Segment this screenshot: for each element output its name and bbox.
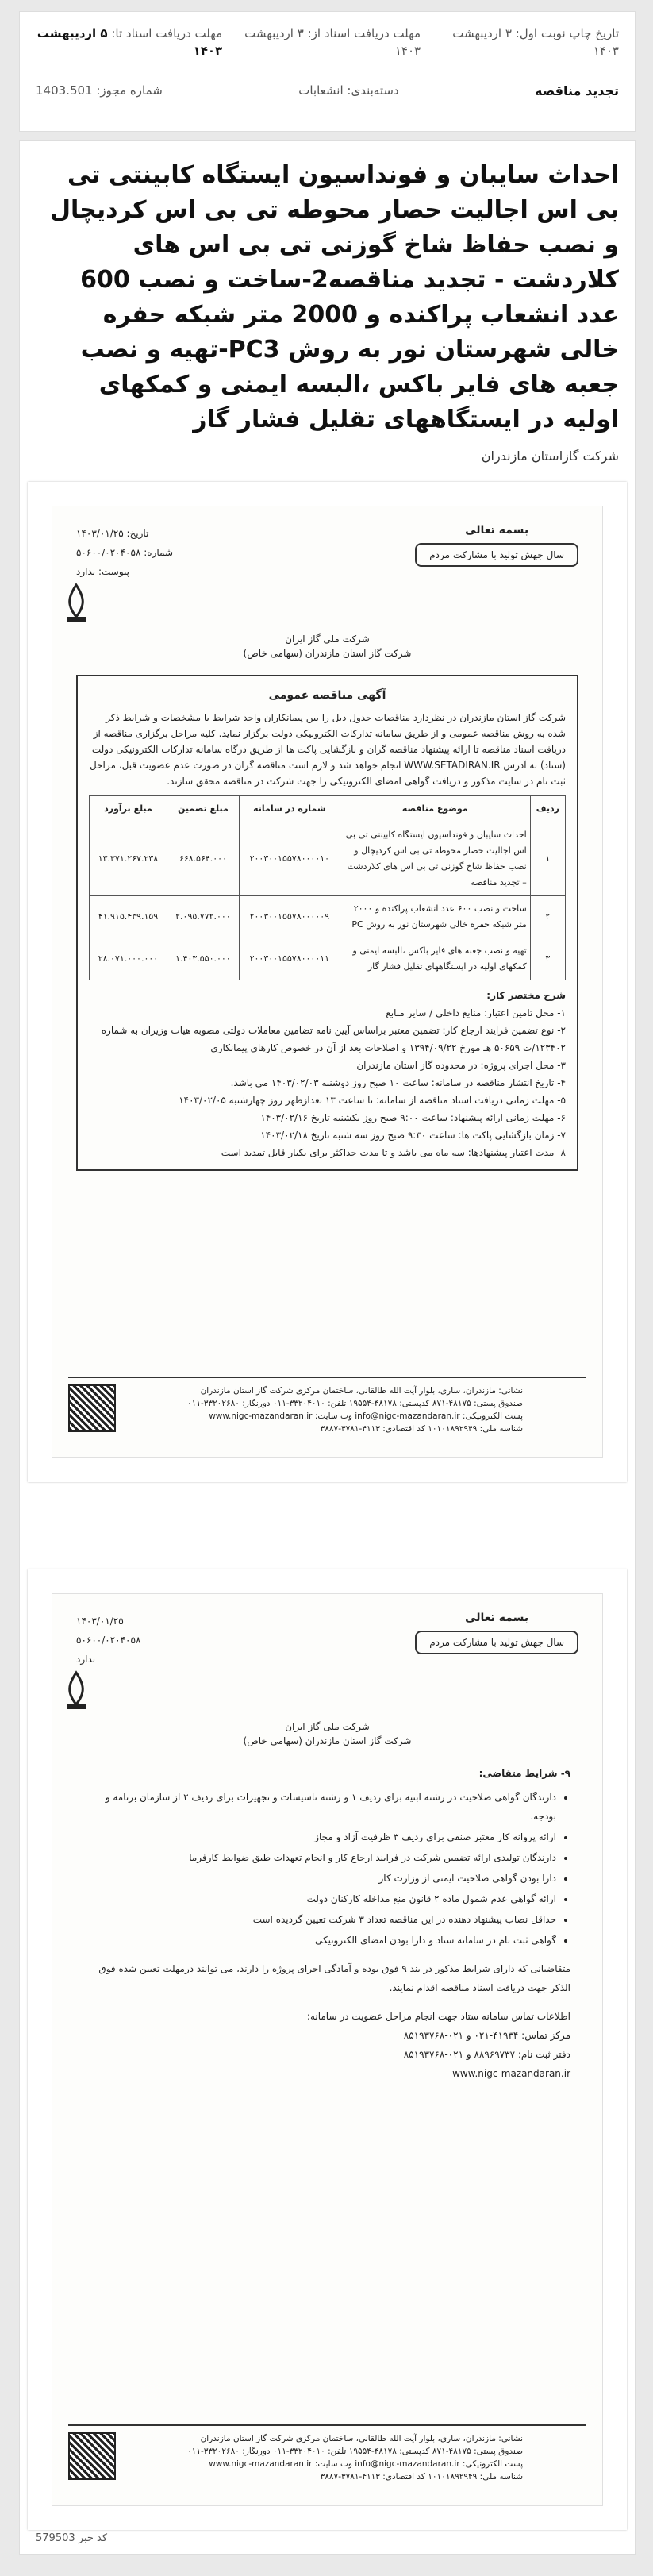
tender-type-label: تجدید مناقصه (535, 83, 619, 98)
summary-line: ۵- مهلت زمانی دریافت اسناد مناقصه از سامانه: تا ساعت ۱۳ بعدازظهر روز چهارشنبه ۱۴۰۳/۰۲/۰۵ (179, 1095, 566, 1106)
table-header-cell: شماره در سامانه (239, 796, 340, 822)
notice-title: آگهی مناقصه عمومی (268, 689, 386, 702)
print-date: تاریخ چاپ نوبت اول: ۳ اردیبهشت ۱۴۰۳ (452, 26, 619, 58)
notice-box (76, 675, 578, 1171)
table-cell: ۳ (530, 938, 565, 980)
contact-line: مرکز تماس: ۴۱۹۳۴-۰۲۱ و ۰۲۱-۸۵۱۹۳۷۶۸ (403, 2030, 570, 2041)
table-header-cell: مبلغ برآورد (90, 796, 167, 822)
category: دسته‌بندی: انشعابات (298, 83, 399, 98)
table-cell: ۲۰۰۳۰۰۱۵۵۷۸۰۰۰۰۱۰ (239, 822, 340, 896)
condition-item: • ارائه پروانه کار معتبر صنفی برای ردیف ۳ ظرفیت آزاد و مجاز (84, 1827, 556, 1846)
tender-detail-card (19, 140, 636, 2555)
letter-meta: ۱۴۰۳/۰۱/۲۵ ۵۰۶۰۰/۰۲۰۴۰۵۸ ندارد (76, 1615, 141, 1665)
conditions-note: متقاضیانی که دارای شرایط مذکور در بند ۹ فوق بوده و آمادگی اجرای پروژه را دارند، می توانند درمهلت تعیین شده فوق الذکر جهت دریافت اسناد مناقصه اقدام نمایند. (98, 1963, 570, 1993)
table-cell: ۱ (530, 822, 565, 896)
condition-item: • دارا بودن گواهی صلاحیت ایمنی از وزارت کار (84, 1869, 556, 1888)
tender-notice-image-2[interactable] (28, 1569, 627, 2530)
nigc-logo-icon (52, 581, 100, 629)
condition-item: • گواهی ثبت نام در سامانه ستاد و دارا بودن امضای الکترونیکی (84, 1931, 556, 1950)
table-cell: ۲۸.۰۷۱.۰۰۰.۰۰۰ (90, 938, 167, 980)
doc-receive-to: مهلت دریافت اسناد تا: ۵ اردیبهشت ۱۴۰۳ (36, 26, 223, 58)
notice-intro: شرکت گاز استان مازندران در نظردارد مناقصات جدول ذیل را بین پیمانکاران واجد شرایط با مشخصات و شرایط ذکر شده به روش مناقصه عمومی و از طریق سامانه تدارکات الکترونیکی دولت برگزار نماید. کلیه مراحل برگزاری مناقصه از دریافت اسناد مناقصه تا ارائه پیشنهاد مناقصه گران و بازگشایی پاکت ها از طریق درگاه سامانه تدارکات الکترونیکی دولت (ستاد) به آدرس WWW.SETADIRAN.IR انجام خواهد شد و لازم است مناقصه گران در صورت عدم عضویت قبل، مراحل ثبت نام در سایت مذکور و دریافت گواهی امضای الکترونیکی را جهت شرکت در مناقصه محقق سازند. (90, 712, 566, 787)
news-code: کد خبر 579503 (36, 2532, 108, 2544)
year-slogan: سال جهش تولید با مشارکت مردم (415, 543, 578, 567)
table-cell: ۲ (530, 896, 565, 938)
table-cell: ۲۰۰۳۰۰۱۵۵۷۸۰۰۰۰۱۱ (239, 938, 340, 980)
summary-line: ۶- مهلت زمانی ارائه پیشنهاد: ساعت ۹:۰۰ صبح روز یکشنبه تاریخ ۱۴۰۳/۰۲/۱۶ (260, 1112, 566, 1123)
year-slogan: سال جهش تولید با مشارکت مردم (415, 1631, 578, 1654)
contact-section (84, 2007, 570, 2083)
table-cell: ۱۳.۳۷۱.۲۶۷.۲۳۸ (90, 822, 167, 896)
conditions-section: ۹- شرایط متقاضی: • دارندگان گواهی صلاحیت در رشته ابنیه برای ردیف ۱ و رشته تاسیسات و تجهیزات برای ردیف ۲ از سازمان برنامه و بودجه. • ارائه پروانه کار معتبر صنفی برای ردیف ۳ ظرفیت آزاد و مجاز • دارندگان تولیدی ارائه تضمین شرکت در فرایند ارجاع کار و انجام تعهدات طبق ضوابط کارفرما • دارا بودن گواهی صلاحیت ایمنی از وزارت کار • ارائه گواهی عدم شمول ماده ۲ قانون منع مداخله کارکنان دولت • حداقل نصاب پیشنهاد دهنده در این مناقصه تعداد ۳ شرکت تعیین گردیده است • گواهی ثبت نام در سامانه ستاد و دارا بودن امضای الکترونیکی متقاضیانی که دارای شرایط مذکور در بند ۹ فوق بوده و آمادگی اجرای پروژه را دارند، می توانند درمهلت تعیین شده فوق الذکر جهت دریافت اسناد مناقصه اقدام نمایند. اطلاعات تماس سامانه ستاد جهت انجام مراحل عضویت در سامانه: مرکز تماس: ۴۱۹۳۴-۰۲۱ و ۰۲۱-۸۵۱۹۳۷۶۸ دفتر ثبت نام: ۸۸۹۶۹۷۳۷ و ۰۲۱-۸۵۱۹۳۷۶۸ www.nigc-mazandaran.ir (52, 1764, 602, 2083)
qr-code-icon (68, 1384, 116, 1432)
letter-footer: نشانی: مازندران، ساری، بلوار آیت الله طالقانی، ساختمان مرکزی شرکت گاز استان مازندران صندوق پستی: ۴۸۱۷۵-۸۷۱ کدپستی: ۴۸۱۷۸-۱۹۵۵۴ تلفن: ۳۳۲۰۴۰۱۰-۰۱۱ دورنگار: ۳۳۲۰۲۶۸۰-۰۱۱ پست الکترونیکی: info@nigc-mazandaran.ir وب سایت: www.nigc-mazandaran.ir شناسه ملی: ۱۰۱۰۱۸۹۲۹۴۹ کد اقتصادی: ۴۱۱۳-۳۷۸۱-۳۸۸۷ (68, 2424, 586, 2489)
table-cell: ساخت و نصب ۶۰۰ عدد انشعاب پراکنده و ۲۰۰۰ متر شبکه حفره خالی شهرستان نور به روش PC (340, 896, 530, 938)
table-cell: ۶۶۸.۵۶۴.۰۰۰ (167, 822, 239, 896)
summary-line: ۱- محل تامین اعتبار: منابع داخلی / سایر منابع (386, 1007, 566, 1018)
permit-number: شماره مجوز: 1403.501 (36, 83, 163, 98)
qr-code-icon (68, 2432, 116, 2480)
contact-line: دفتر ثبت نام: ۸۸۹۶۹۷۳۷ و ۰۲۱-۸۵۱۹۳۷۶۸ (403, 2049, 570, 2060)
company-name: شرکت ملی گاز ایران شرکت گاز استان مازندران (سهامی خاص) (243, 1721, 412, 1746)
table-header-cell: ردیف (530, 796, 565, 822)
contact-line: www.nigc-mazandaran.ir (452, 2068, 570, 2079)
summary-line: ۲- نوع تضمین فرایند ارجاع کار: تضمین معتبر براساس آیین نامه تضامین معاملات دولتی مصوبه هیات وزیران به شماره ۱۲۳۴۰۲/ت ۵۰۶۵۹ هـ مورخ ۱۳۹۴/۰۹/۲۲ و اصلاحات بعد از آن در خصوص کارهای پیمانکاری (101, 1025, 566, 1053)
table-row (90, 822, 566, 896)
tender-title: احداث سایبان و فونداسیون ایستگاه کابینتی تی بی اس اجالیت حصار محوطه تی بی اس کردیچال و نصب حفاظ شاخ گوزنی تی بی اس های کلاردشت - تجدید مناقصه2-ساخت و نصب 600 عدد انشعاب پراکنده و 2000 متر شبکه حفره خالی شهرستان نور به روش PC3-تهیه و نصب جعبه های فایر باکس ،البسه ایمنی و کمکهای اولیه در ایستگاههای تقلیل فشار گاز (49, 161, 619, 433)
summary-line: ۷- زمان بازگشایی پاکت ها: ساعت ۹:۳۰ صبح روز سه شنبه تاریخ ۱۴۰۳/۰۲/۱۸ (260, 1130, 566, 1141)
summary-line: ۴- تاریخ انتشار مناقصه در سامانه: ساعت ۱۰ صبح روز دوشنبه ۱۴۰۳/۰۲/۰۳ می باشد. (230, 1077, 566, 1088)
table-header-cell: موضوع مناقصه (340, 796, 530, 822)
table-row (90, 896, 566, 938)
table-cell: احداث سایبان و فونداسیون ایستگاه کابینتی تی بی اس اجالیت حصار محوطه تی بی اس کردیچال و نصب حفاظ شاخ گوزنی تی بی اس های کلاردشت – تجدید مناقصه (340, 822, 530, 896)
bismillah: بسمه تعالی (465, 1611, 529, 1624)
condition-item: • حداقل نصاب پیشنهاد دهنده در این مناقصه تعداد ۳ شرکت تعیین گردیده است (84, 1910, 556, 1929)
tender-notice-image-1[interactable] (28, 482, 627, 1482)
doc-receive-from: مهلت دریافت اسناد از: ۳ اردیبهشت ۱۴۰۳ (244, 26, 421, 58)
table-cell: ۱.۴۰۳.۵۵۰.۰۰۰ (167, 938, 239, 980)
table-row (90, 938, 566, 980)
organization-name: شرکت گازاستان مازندران (481, 449, 619, 464)
condition-item: • ارائه گواهی عدم شمول ماده ۲ قانون منع مداخله کارکنان دولت (84, 1889, 556, 1908)
condition-item: • دارندگان تولیدی ارائه تضمین شرکت در فرایند ارجاع کار و انجام تعهدات طبق ضوابط کارفرما (84, 1848, 556, 1867)
table-cell: تهیه و نصب جعبه های فایر باکس ،البسه ایمنی و کمکهای اولیه در ایستگاههای تقلیل فشار گاز (340, 938, 530, 980)
summary-line: ۸- مدت اعتبار پیشنهادها: سه ماه می باشد و تا مدت حداکثر برای یکبار قابل تمدید است (221, 1147, 566, 1158)
table-cell: ۲۰۰۳۰۰۱۵۵۷۸۰۰۰۰۰۹ (239, 896, 340, 938)
summary-section: شرح مختصر کار: ۱- محل تامین اعتبار: منابع داخلی / سایر منابع ۲- نوع تضمین فرایند ارجاع کار: تضمین معتبر براساس آیین نامه تضامین معاملات دولتی مصوبه هیات وزیران به شماره ۱۲۳۴۰۲/ت ۵۰۶۵۹ هـ مورخ ۱۳۹۴/۰۹/۲۲ و اصلاحات بعد از آن در خصوص کارهای پیمانکاری ۳- محل اجرای پروژه: در محدوده گاز استان مازندران ۴- تاریخ انتشار مناقصه در سامانه: ساعت ۱۰ صبح روز دوشنبه ۱۴۰۳/۰۲/۰۳ می باشد. ۵- مهلت زمانی دریافت اسناد مناقصه از سامانه: تا ساعت ۱۳ بعدازظهر روز چهارشنبه ۱۴۰۳/۰۲/۰۵ ۶- مهلت زمانی ارائه پیشنهاد: ساعت ۹:۰۰ صبح روز یکشنبه تاریخ ۱۴۰۳/۰۲/۱۶ ۷- زمان بازگشایی پاکت ها: ساعت ۹:۳۰ صبح روز سه شنبه تاریخ ۱۴۰۳/۰۲/۱۸ ۸- مدت اعتبار پیشنهادها: سه ماه می باشد و تا مدت حداکثر برای یکبار قابل تمدید است (89, 987, 566, 1161)
tender-table (89, 795, 566, 980)
table-header-cell: مبلغ تضمین (167, 796, 239, 822)
nigc-logo-icon (52, 1669, 100, 1716)
summary-line: ۳- محل اجرای پروژه: در محدوده گاز استان مازندران (356, 1060, 566, 1071)
bismillah: بسمه تعالی (465, 524, 529, 537)
contact-line: اطلاعات تماس سامانه ستاد جهت انجام مراحل عضویت در سامانه: (306, 2011, 570, 2022)
letter-meta: تاریخ: ۱۴۰۳/۰۱/۲۵ شماره: ۵۰۶۰۰/۰۲۰۴۰۵۸ پیوست: ندارد (76, 528, 173, 577)
company-name: شرکت ملی گاز ایران شرکت گاز استان مازندران (سهامی خاص) (243, 633, 412, 659)
table-cell: ۲.۰۹۵.۷۷۲.۰۰۰ (167, 896, 239, 938)
table-cell: ۴۱.۹۱۵.۴۳۹.۱۵۹ (90, 896, 167, 938)
condition-item: • دارندگان گواهی صلاحیت در رشته ابنیه برای ردیف ۱ و رشته تاسیسات و تجهیزات برای ردیف ۲ از سازمان برنامه و بودجه. (84, 1788, 556, 1826)
tender-info-header (19, 11, 636, 132)
letter-footer: نشانی: مازندران، ساری، بلوار آیت الله طالقانی، ساختمان مرکزی شرکت گاز استان مازندران صندوق پستی: ۴۸۱۷۵-۸۷۱ کدپستی: ۴۸۱۷۸-۱۹۵۵۴ تلفن: ۳۳۲۰۴۰۱۰-۰۱۱ دورنگار: ۳۳۲۰۲۶۸۰-۰۱۱ پست الکترونیکی: info@nigc-mazandaran.ir وب سایت: www.nigc-mazandaran.ir شناسه ملی: ۱۰۱۰۱۸۹۲۹۴۹ کد اقتصادی: ۴۱۱۳-۳۷۸۱-۳۸۸۷ (68, 1377, 586, 1442)
